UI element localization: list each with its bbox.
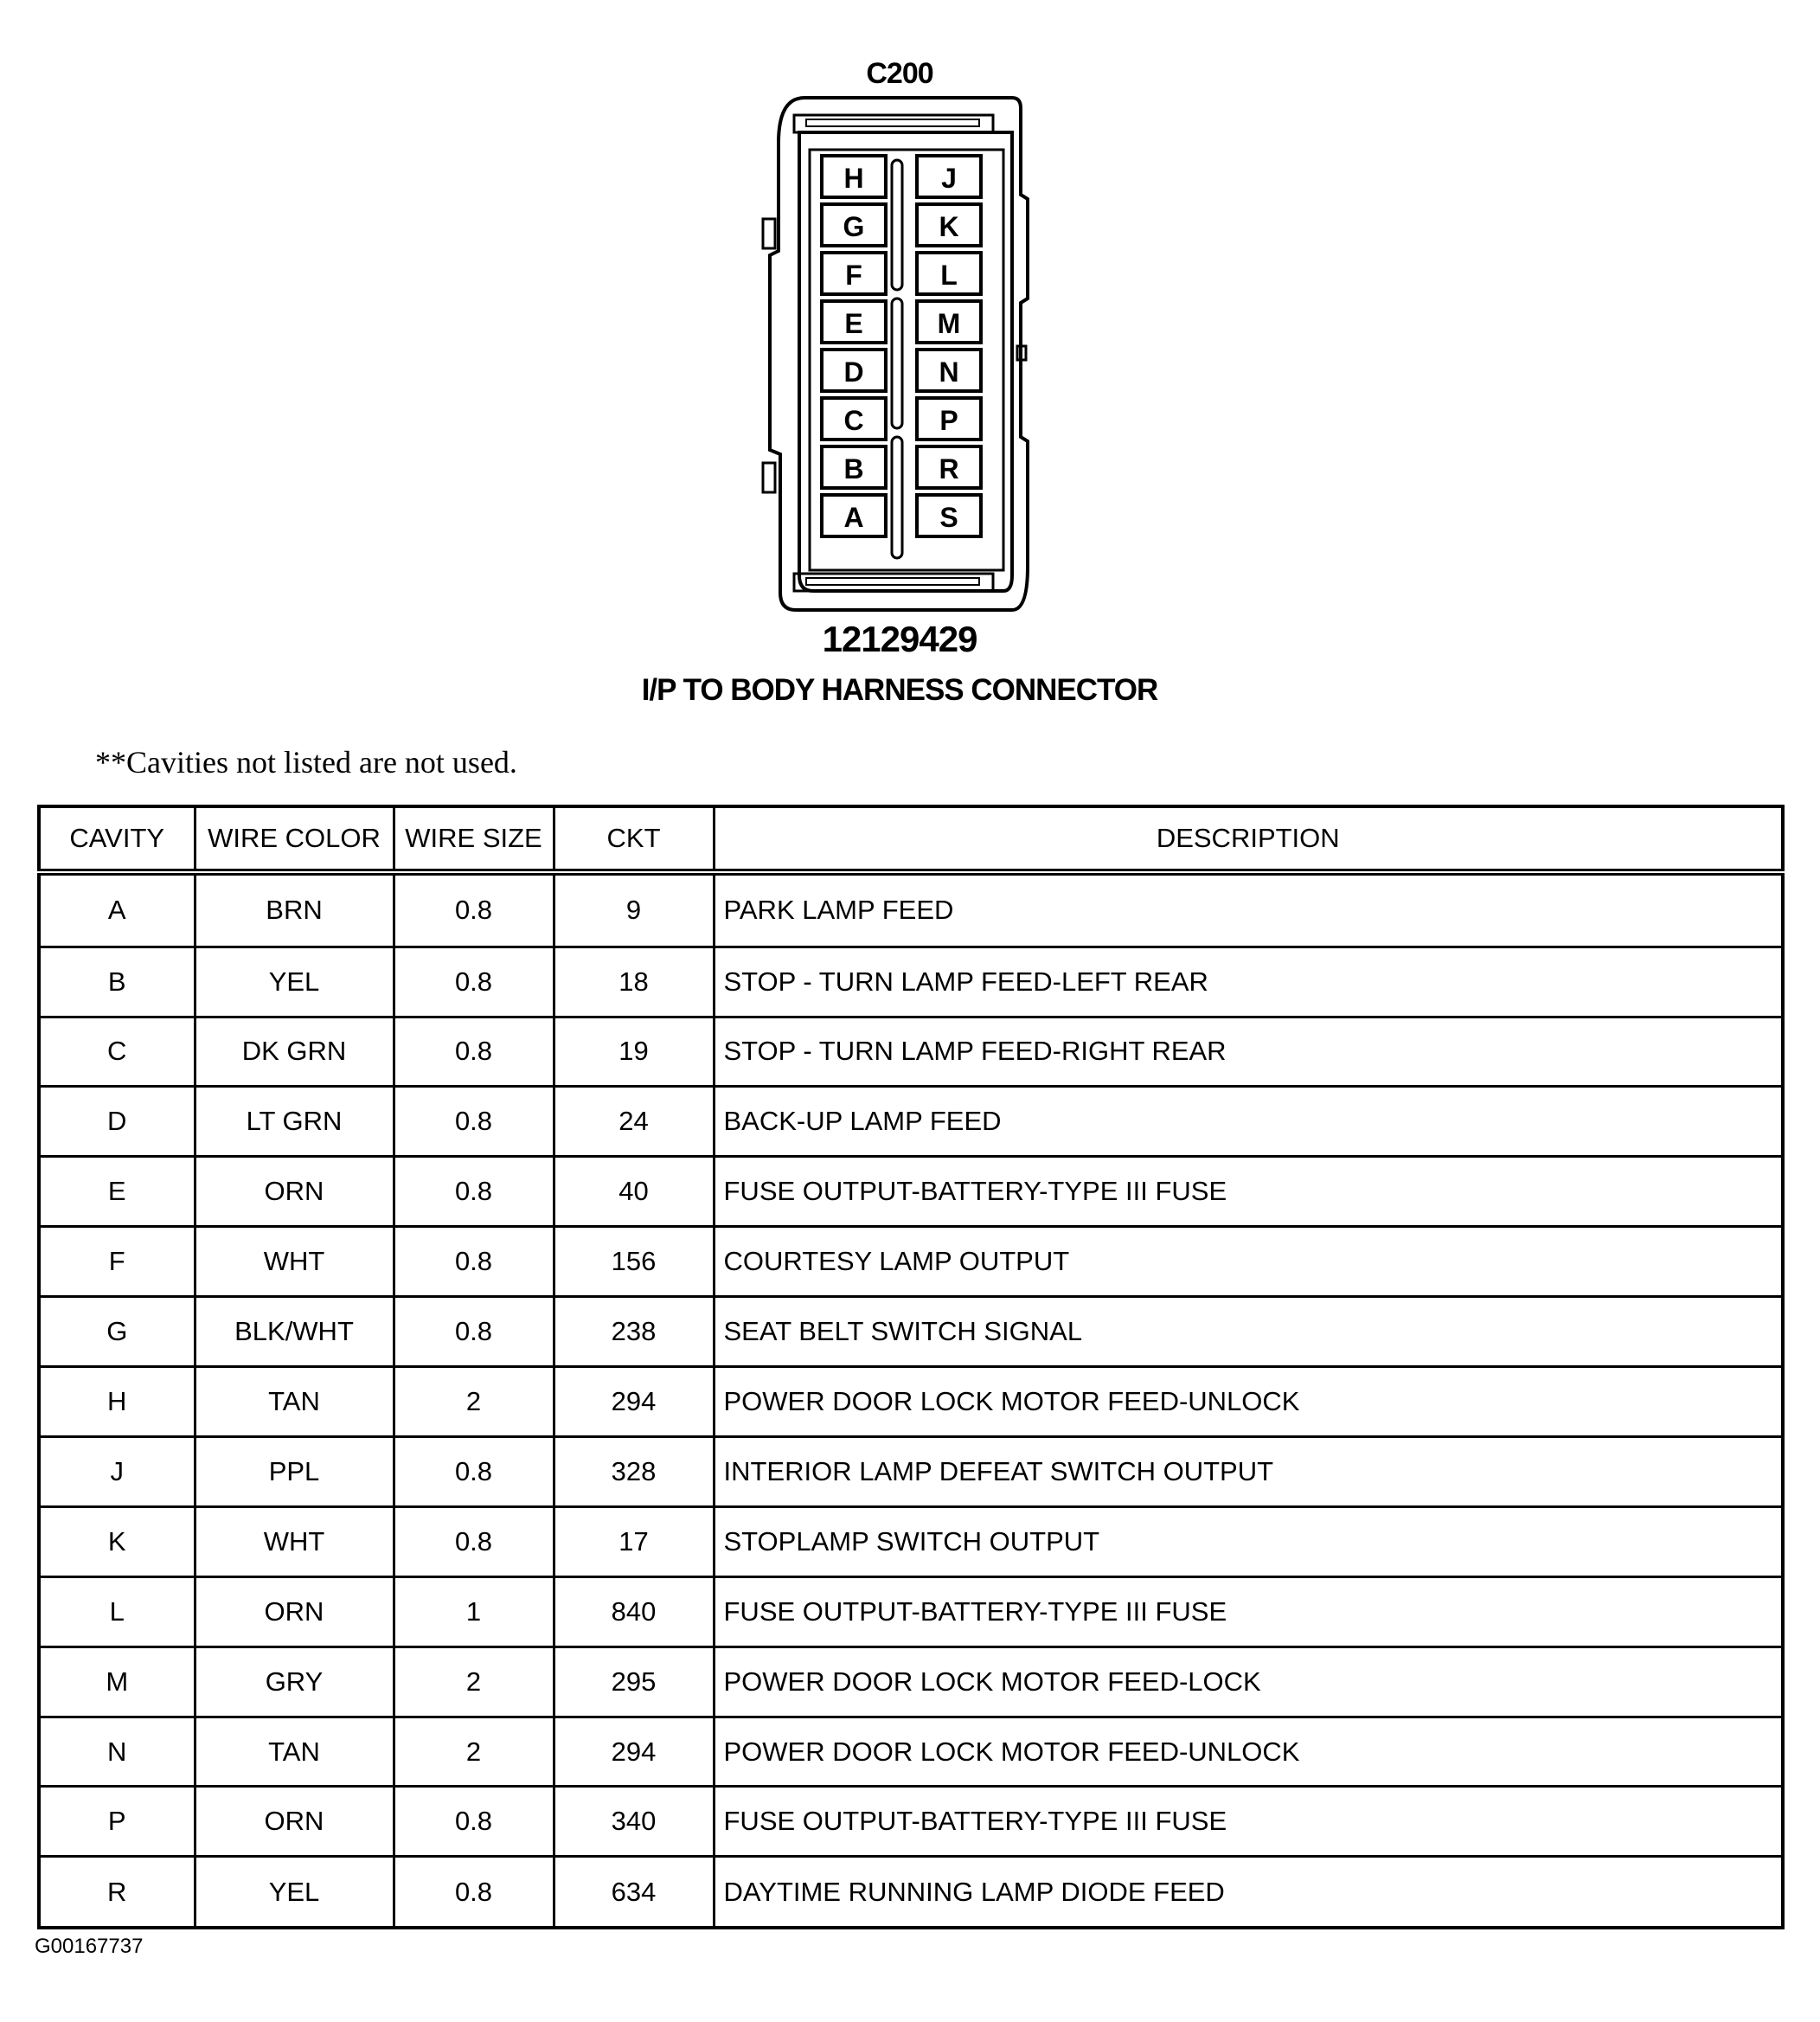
wire-color-cell: BLK/WHT: [195, 1297, 394, 1367]
wire-size-cell: 0.8: [394, 947, 554, 1017]
wire-size-cell: 0.8: [394, 1157, 554, 1227]
cavity-label: A: [843, 502, 864, 533]
table-row: [39, 1227, 1783, 1297]
connector-face-diagram: [753, 91, 1029, 619]
figure-code: G00167737: [35, 1935, 144, 1958]
cavity-cell: F: [39, 1227, 195, 1297]
description-cell: STOPLAMP SWITCH OUTPUT: [714, 1506, 1783, 1576]
cavity-cell: M: [39, 1646, 195, 1717]
description-cell: PARK LAMP FEED: [714, 872, 1783, 947]
header-wire-color: WIRE COLOR: [195, 806, 394, 872]
wire-size-cell: 0.8: [394, 1506, 554, 1576]
cavity-label: R: [939, 453, 959, 485]
cavity-label: P: [939, 405, 958, 436]
connector-part-number: 12129429: [822, 619, 977, 659]
wire-color-cell: ORN: [195, 1157, 394, 1227]
table-row: [39, 1297, 1783, 1367]
cavity-label: M: [937, 308, 961, 339]
ckt-cell: 238: [554, 1297, 714, 1367]
pinout-table: [37, 805, 1785, 1929]
cavity-cell: A: [39, 872, 195, 947]
wire-color-cell: LT GRN: [195, 1087, 394, 1157]
wire-color-cell: DK GRN: [195, 1017, 394, 1087]
cavity-cell: H: [39, 1367, 195, 1437]
cavity-cell: D: [39, 1087, 195, 1157]
unused-cavities-note: **Cavities not listed are not used.: [95, 745, 517, 780]
table-row: [39, 1506, 1783, 1576]
ckt-cell: 328: [554, 1436, 714, 1506]
description-cell: DAYTIME RUNNING LAMP DIODE FEED: [714, 1857, 1783, 1928]
ckt-cell: 9: [554, 872, 714, 947]
ckt-cell: 340: [554, 1787, 714, 1857]
wire-size-cell: 0.8: [394, 1857, 554, 1928]
ckt-cell: 634: [554, 1857, 714, 1928]
header-ckt: CKT: [554, 806, 714, 872]
ckt-cell: 17: [554, 1506, 714, 1576]
cavity-cell: K: [39, 1506, 195, 1576]
table-row: [39, 1717, 1783, 1787]
wire-color-cell: ORN: [195, 1576, 394, 1646]
table-row: [39, 1576, 1783, 1646]
wire-color-cell: TAN: [195, 1367, 394, 1437]
wire-size-cell: 2: [394, 1717, 554, 1787]
description-cell: POWER DOOR LOCK MOTOR FEED-UNLOCK: [714, 1367, 1783, 1437]
wire-size-cell: 0.8: [394, 1087, 554, 1157]
table-row: [39, 1087, 1783, 1157]
description-cell: STOP - TURN LAMP FEED-LEFT REAR: [714, 947, 1783, 1017]
cavity-cell: L: [39, 1576, 195, 1646]
description-cell: FUSE OUTPUT-BATTERY-TYPE III FUSE: [714, 1576, 1783, 1646]
table-row: [39, 1157, 1783, 1227]
cavity-cell: C: [39, 1017, 195, 1087]
cavity-label: B: [843, 453, 864, 485]
cavity-label: J: [941, 163, 957, 194]
ckt-cell: 18: [554, 947, 714, 1017]
cavity-cell: N: [39, 1717, 195, 1787]
wire-color-cell: GRY: [195, 1646, 394, 1717]
cavity-cell: G: [39, 1297, 195, 1367]
cavity-label: G: [843, 211, 865, 242]
ckt-cell: 24: [554, 1087, 714, 1157]
cavity-label: H: [843, 163, 864, 194]
wire-size-cell: 2: [394, 1367, 554, 1437]
table-row: [39, 947, 1783, 1017]
description-cell: COURTESY LAMP OUTPUT: [714, 1227, 1783, 1297]
cavity-label: L: [940, 260, 958, 291]
wire-size-cell: 0.8: [394, 1787, 554, 1857]
header-description: DESCRIPTION: [714, 806, 1783, 872]
description-cell: SEAT BELT SWITCH SIGNAL: [714, 1297, 1783, 1367]
wire-color-cell: YEL: [195, 1857, 394, 1928]
ckt-cell: 295: [554, 1646, 714, 1717]
cavity-cell: B: [39, 947, 195, 1017]
ckt-cell: 294: [554, 1717, 714, 1787]
ckt-cell: 156: [554, 1227, 714, 1297]
wire-size-cell: 1: [394, 1576, 554, 1646]
ckt-cell: 40: [554, 1157, 714, 1227]
description-cell: BACK-UP LAMP FEED: [714, 1087, 1783, 1157]
wire-color-cell: TAN: [195, 1717, 394, 1787]
table-row: [39, 1646, 1783, 1717]
wire-color-cell: ORN: [195, 1787, 394, 1857]
header-wire-size: WIRE SIZE: [394, 806, 554, 872]
description-cell: POWER DOOR LOCK MOTOR FEED-LOCK: [714, 1646, 1783, 1717]
table-header-row: [39, 806, 1783, 872]
description-cell: FUSE OUTPUT-BATTERY-TYPE III FUSE: [714, 1787, 1783, 1857]
table-row: [39, 1017, 1783, 1087]
wire-size-cell: 2: [394, 1646, 554, 1717]
cavity-label: E: [844, 308, 863, 339]
ckt-cell: 294: [554, 1367, 714, 1437]
connector-name: I/P TO BODY HARNESS CONNECTOR: [641, 673, 1158, 707]
cavity-label: K: [939, 211, 959, 242]
wire-color-cell: PPL: [195, 1436, 394, 1506]
wire-size-cell: 0.8: [394, 1436, 554, 1506]
wire-color-cell: WHT: [195, 1227, 394, 1297]
wire-color-cell: YEL: [195, 947, 394, 1017]
ckt-cell: 840: [554, 1576, 714, 1646]
cavity-label: C: [843, 405, 864, 436]
wire-size-cell: 0.8: [394, 872, 554, 947]
connector-id-label: C200: [866, 57, 933, 90]
table-row: [39, 1436, 1783, 1506]
wire-color-cell: BRN: [195, 872, 394, 947]
description-cell: STOP - TURN LAMP FEED-RIGHT REAR: [714, 1017, 1783, 1087]
cavity-cell: P: [39, 1787, 195, 1857]
description-cell: POWER DOOR LOCK MOTOR FEED-UNLOCK: [714, 1717, 1783, 1787]
table-row: [39, 1787, 1783, 1857]
cavity-label: N: [939, 356, 959, 388]
table-row: [39, 1857, 1783, 1928]
wire-size-cell: 0.8: [394, 1297, 554, 1367]
cavity-label: D: [843, 356, 864, 388]
cavity-cell: R: [39, 1857, 195, 1928]
cavity-cell: J: [39, 1436, 195, 1506]
cavity-label: S: [939, 502, 958, 533]
wire-size-cell: 0.8: [394, 1227, 554, 1297]
header-cavity: CAVITY: [39, 806, 195, 872]
wire-size-cell: 0.8: [394, 1017, 554, 1087]
table-row: [39, 872, 1783, 947]
cavity-cell: E: [39, 1157, 195, 1227]
description-cell: INTERIOR LAMP DEFEAT SWITCH OUTPUT: [714, 1436, 1783, 1506]
table-row: [39, 1367, 1783, 1437]
wire-color-cell: WHT: [195, 1506, 394, 1576]
description-cell: FUSE OUTPUT-BATTERY-TYPE III FUSE: [714, 1157, 1783, 1227]
cavity-label: F: [845, 260, 862, 291]
ckt-cell: 19: [554, 1017, 714, 1087]
